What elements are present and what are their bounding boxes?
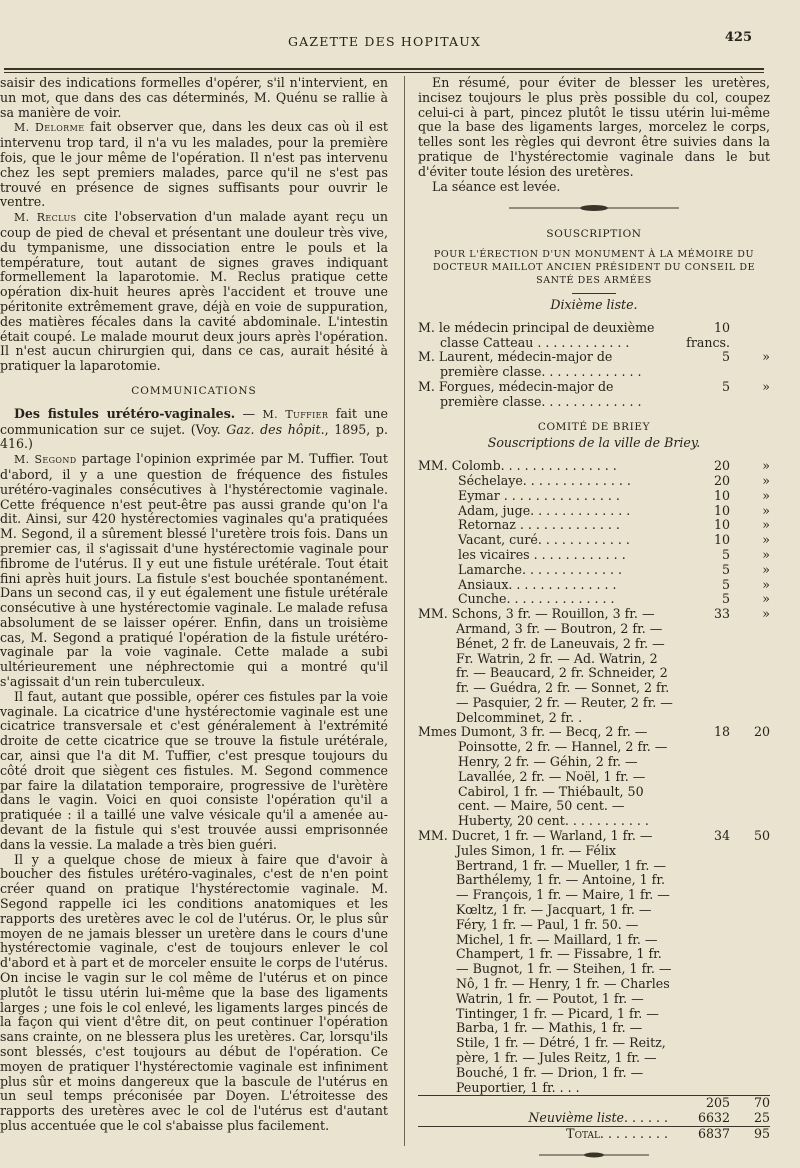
previous-cents: 25 xyxy=(753,1110,770,1126)
subscriber-row xyxy=(418,350,770,380)
amount-cents: 50 xyxy=(753,828,770,844)
subscriber-name: Eymar . . . . . . . . . . . . . . . xyxy=(458,487,620,503)
paragraph-segond xyxy=(0,452,388,690)
total-row xyxy=(418,1126,770,1142)
subtotal-cents: 70 xyxy=(753,1095,770,1111)
amount-cents: » xyxy=(762,576,770,592)
amount-francs: 10 xyxy=(713,517,730,533)
amount-francs: 5 xyxy=(721,378,730,394)
subscription-title: SOUSCRIPTION xyxy=(546,228,642,241)
subscriber-name: M. Forgues, médecin-major de première classe. . . . . . . . . . . . . xyxy=(418,378,642,409)
subscriber-row xyxy=(418,563,770,578)
paragraph-text: cite l'observation d'un malade ayant reçu un coup de pied de cheval et présentant une douleur très vive, du tympanisme, une dissociation entre le pouls et la température, tout autant de signes graves indiquant formellement la laparotomie. M. Reclus pratique cette opération dix-huit heures après l'accident et trouve une péritonite extrêmement grave, déjà en voie de suppuration, des matières fécales dans la cavité abdominale. L'intestin était coupé. Le malade mourut deux jours après l'opération. Il n'est aucun chirurgien qui, dans ce cas, aurait hésité à pratiquer la laparotomie. xyxy=(0,209,388,374)
subscriber-name: les vicaires . . . . . . . . . . . . xyxy=(458,546,626,562)
amount-francs: 10 xyxy=(713,502,730,518)
total-label: Total. . . . . . . . . xyxy=(566,1126,668,1141)
speaker-name: M. Delorme xyxy=(14,121,85,135)
subscriber-names: Mmes Dumont, 3 fr. — Becq, 2 fr. — Poinsotte, 2 fr. — Hannel, 2 fr. — Henry, 2 fr. — Géhin, 2 fr. — Lavallée, 2 fr. — Noël, 1 fr. — Cabirol, 1 fr. — Thiébault, 50 cent. — Maire, 50 cent. — Huberty, 20 cent. . . . . . . . . . . xyxy=(418,724,668,829)
previous-list-label: Neuvième liste. . . . . . xyxy=(528,1110,668,1126)
paragraph-text: fait observer que, dans les deux cas où il est intervenu trop tard, il n'a vu les malades, pour la première fois, que le jour même de l'opération. Il n'est pas intervenu chez les sept premiers malades, parce qu'il ne s'est pas trouvé en présence de signes suffisants pour ouvrir le ventre. xyxy=(0,119,388,210)
military-subscribers xyxy=(418,321,770,410)
amount-cents: » xyxy=(762,517,770,533)
left-column xyxy=(0,76,388,1134)
header-rule xyxy=(4,68,764,70)
paragraph-seance-levee: La séance est levée. xyxy=(432,178,561,194)
amount-cents: » xyxy=(762,546,770,562)
paragraph-delorme xyxy=(0,120,388,210)
amount-cents: » xyxy=(762,532,770,548)
committee-heading: COMITÉ DE BRIEY xyxy=(537,420,651,433)
amount-francs: 10 xyxy=(713,532,730,548)
subscriber-row xyxy=(418,459,770,474)
subscriber-row xyxy=(418,380,770,410)
ornament-rule-icon xyxy=(539,1151,649,1159)
subscriber-group-2 xyxy=(418,725,770,829)
subscriber-group-3 xyxy=(418,829,770,1095)
briey-subscribers xyxy=(418,459,770,607)
end-ornament xyxy=(418,1148,770,1163)
paragraph-text: fait une communication sur ce sujet. (Voy. xyxy=(0,405,388,437)
paragraph-text: partage l'opinion exprimée par M. Tuffier. Tout d'abord, il y a une question de fréquence des fistules urétéro-vaginales consécutives à l'hystérectomie vaginale. Cette fréquence n'est peut-être pas aussi grande qu'on l'a dit. Ainsi, sur 420 hystérectomies vaginales qu'a pratiquées M. Segond, il a sûrement blessé l'uretère trois fois. Dans un premier cas, il s'agissait d'une hystérectomie vaginale pour fibrome de l'utérus. Il y eut une fistule urétérale. Tout était fini après huit jours. La fistule s'est bouchée spontanément. Dans un second cas, il y eut également une fistule urétérale consécutive à une hystérectomie vaginale. Le malade refusa absolument de se laisser opérer. Enfin, dans un troisième cas, M. Segond a pratiqué l'opération de la fistule urétéro-vaginale par la voie vaginale. Cette malade a subi ultérieurement une néphrectomie qui a montré qu'il s'agissait d'un rein tuberculeux. xyxy=(0,451,388,690)
article-title: Des fistules urétéro-vaginales. xyxy=(14,405,236,421)
journal-reference: Gaz. des hôpit. xyxy=(226,421,325,437)
right-column xyxy=(418,76,770,1163)
subscriber-row xyxy=(418,592,770,607)
subscriber-name: Retornaz . . . . . . . . . . . . . xyxy=(458,517,620,533)
page-number: 425 xyxy=(724,30,752,45)
running-title: GAZETTE DES HOPITAUX xyxy=(288,34,482,49)
subscriber-row xyxy=(418,321,770,351)
amount-cents: » xyxy=(762,378,770,394)
amount-francs: 5 xyxy=(721,546,730,562)
amount-cents: » xyxy=(762,458,770,474)
subscriber-name: Ansiaux. . . . . . . . . . . . . . xyxy=(458,576,617,592)
section-heading: COMMUNICATIONS xyxy=(131,384,257,397)
amount-francs: 5 xyxy=(721,561,730,577)
subscriber-row xyxy=(418,533,770,548)
amount-cents: » xyxy=(762,502,770,518)
subscriber-name: MM. Colomb. . . . . . . . . . . . . . . xyxy=(418,458,617,474)
subscriber-name: Lamarche. . . . . . . . . . . . . xyxy=(458,561,623,577)
subscriber-row xyxy=(418,489,770,504)
amount-francs: 18 xyxy=(713,724,730,740)
amount-cents: » xyxy=(762,591,770,607)
previous-list-row xyxy=(418,1111,770,1126)
running-head xyxy=(0,30,800,50)
amount-francs: 5 xyxy=(721,591,730,607)
paragraph-resume: En résumé, pour éviter de blesser les uretères, incisez toujours le plus près possible du col, coupez celui-ci à part, pincez plutôt le tissu utérin lui-même que la base des ligaments larges, morcelez le corps, telles sont les règles qui devront être suivies dans la pratique de l'hystérectomie vaginale dans le but d'éviter toute lésion des uretères. xyxy=(418,75,770,179)
subscriber-name: Vacant, curé. . . . . . . . . . . . xyxy=(458,532,630,548)
previous-francs: 6632 xyxy=(697,1110,730,1126)
subscriber-name: M. Laurent, médecin-major de première classe. . . . . . . . . . . . . xyxy=(418,349,642,380)
subscription-subtitle: POUR L'ÉRECTION D'UN MONUMENT À LA MÉMOIRE DU DOCTEUR MAILLOT ANCIEN PRÉSIDENT DU CONSEIL DE SANTÉ DES ARMÉES xyxy=(432,248,756,286)
subscriber-name: M. le médecin principal de deuxième classe Catteau . . . . . . . . . . . . xyxy=(418,319,655,350)
subscriber-row xyxy=(418,518,770,533)
column-divider xyxy=(404,76,405,1146)
amount-francs: 10 xyxy=(713,487,730,503)
subscriber-row xyxy=(418,504,770,519)
amount-cents: » xyxy=(762,487,770,503)
speaker-name: M. Segond xyxy=(14,453,77,467)
subscriber-names: MM. Schons, 3 fr. — Rouillon, 3 fr. — Armand, 3 fr. — Boutron, 2 fr. — Bénet, 2 fr. de Laneuvais, 2 fr. — Fr. Watrin, 2 fr. — Ad. Watrin, 2 fr. — Beaucard, 2 fr. Schneider, 2 fr. — Guédra, 2 fr. — Sonnet, 2 fr. — Pasquier, 2 fr. — Reuter, 2 fr. — Delcomminet, 2 fr. . xyxy=(418,606,673,725)
amount-francs: 20 xyxy=(713,472,730,488)
subscriber-name: Adam, juge. . . . . . . . . . . . . xyxy=(458,502,631,518)
speaker-name: M. Reclus xyxy=(14,211,77,225)
short-rule xyxy=(572,293,616,294)
paragraph-text: , 1895, p. 416.) xyxy=(0,421,388,452)
subscriber-name: Séchelaye. . . . . . . . . . . . . . xyxy=(458,472,631,488)
subscriber-row xyxy=(418,578,770,593)
amount-cents: » xyxy=(762,472,770,488)
ornament-rule-icon xyxy=(509,204,679,212)
subtotal-row xyxy=(418,1095,770,1111)
header-rule-thin xyxy=(4,72,764,73)
subscriber-group-1 xyxy=(418,607,770,725)
amount-francs: 5 xyxy=(721,349,730,365)
subtotal-francs: 205 xyxy=(705,1095,730,1111)
list-title: Dixième liste. xyxy=(550,296,638,312)
committee-subheading: Souscriptions de la ville de Briey. xyxy=(487,435,701,451)
subscriber-name: Cunche. . . . . . . . . . . . . . xyxy=(458,591,615,607)
amount-cents: » xyxy=(762,349,770,365)
amount-cents: 20 xyxy=(753,724,770,740)
amount-francs: 10 francs. xyxy=(686,319,730,350)
subscriber-names: MM. Ducret, 1 fr. — Warland, 1 fr. — Jules Simon, 1 fr. — Félix Bertrand, 1 fr. — Mueller, 1 fr. — Barthélemy, 1 fr. — Antoine, 1 fr. — François, 1 fr. — Maire, 1 fr. — Kœltz, 1 fr. — Jacquart, 1 fr. — Féry, 1 fr. — Paul, 1 fr. 50. — Michel, 1 fr. — Maillard, 1 fr. — Champert, 1 fr. — Fissabre, 1 fr. — Bugnot, 1 fr. — Steihen, 1 fr. — Nô, 1 fr. — Henry, 1 fr. — Charles Watrin, 1 fr. — Poutot, 1 fr. — Tintinger, 1 fr. — Picard, 1 fr. — Barba, 1 fr. — Mathis, 1 fr. — Stile, 1 fr. — Détré, 1 fr. — Reitz, père, 1 fr. — Jules Reitz, 1 fr. — Bouché, 1 fr. — Drion, 1 fr. — Peuportier, 1 fr. . . . xyxy=(418,828,672,1095)
paragraph-voie-vaginale: Il faut, autant que possible, opérer ces fistules par la voie vaginale. La cicatrice d'une hystérectomie vaginale est une cicatrice transversale et c'est généralement à l'extrémité droite de cette cicatrice que se trouve la fistule urétérale, car, ainsi que l'a dit M. Tuffier, c'est presque toujours du côté droit que siègent ces fistules. M. Segond commence par faire la dilatation temporaire, progressive de l'urètère dans le vagin. Voici en quoi consiste l'opération qu'il a pratiquée : il a taillé une valve vésicale qu'il a amenée au-devant de la fistule qui s'est trouvée aussi emprisonnée dans la vessie. La malade a très bien guéri. xyxy=(0,688,388,852)
amount-cents: » xyxy=(762,561,770,577)
paragraph-quenu: saisir des indications formelles d'opérer, s'il n'intervient, en un mot, que dans des cas déterminés, M. Quénu se rallie à sa manière de voir. xyxy=(0,75,388,120)
amount-cents: » xyxy=(762,606,770,622)
amount-francs: 20 xyxy=(713,458,730,474)
subscriber-row xyxy=(418,548,770,563)
amount-francs: 5 xyxy=(721,576,730,592)
speaker-name: M. Tuffier xyxy=(262,407,329,421)
amount-francs: 33 xyxy=(713,606,730,622)
paragraph-fistules-title xyxy=(0,407,388,452)
paragraph-reclus xyxy=(0,210,388,374)
subscriber-row xyxy=(418,474,770,489)
ornament-divider xyxy=(418,202,770,217)
total-cents: 95 xyxy=(753,1126,770,1141)
dash: — xyxy=(235,405,263,421)
paragraph-prevention: Il y a quelque chose de mieux à faire que d'avoir à boucher des fistules urétéro-vaginales, c'est de n'en point créer quand on pratique l'hystérectomie vaginale. M. Segond rappelle ici les conditions anatomiques et les rapports des uretères avec le col de l'utérus. Or, le plus sûr moyen de ne jamais blesser un uretère dans le cours d'une hystérectomie vaginale, c'est de toujours enlever le col d'abord et à part et de morceler ensuite le corps de l'utérus. On incise le vagin sur le col même de l'utérus et on pince plutôt le tissu utérin lui-même que la base des ligaments larges ; une fois le col enlevé, les ligaments larges pincés de la façon qui vient d'être dit, on peut continuer l'opération sans crainte, on ne blessera plus les uretères. Car, lorsqu'ils sont blessés, c'est toujours au début de l'opération. Ce moyen de pratiquer l'hystérectomie vaginale est infiniment plus sûr et moins dangereux que la bascule de l'utérus en un seul temps préconisée par Doyen. L'étroitesse des rapports des uretères avec le col de l'utérus est d'autant plus accentuée que le col s'abaisse plus facilement. xyxy=(0,851,388,1133)
total-francs: 6837 xyxy=(697,1126,730,1141)
amount-francs: 34 xyxy=(713,828,730,844)
